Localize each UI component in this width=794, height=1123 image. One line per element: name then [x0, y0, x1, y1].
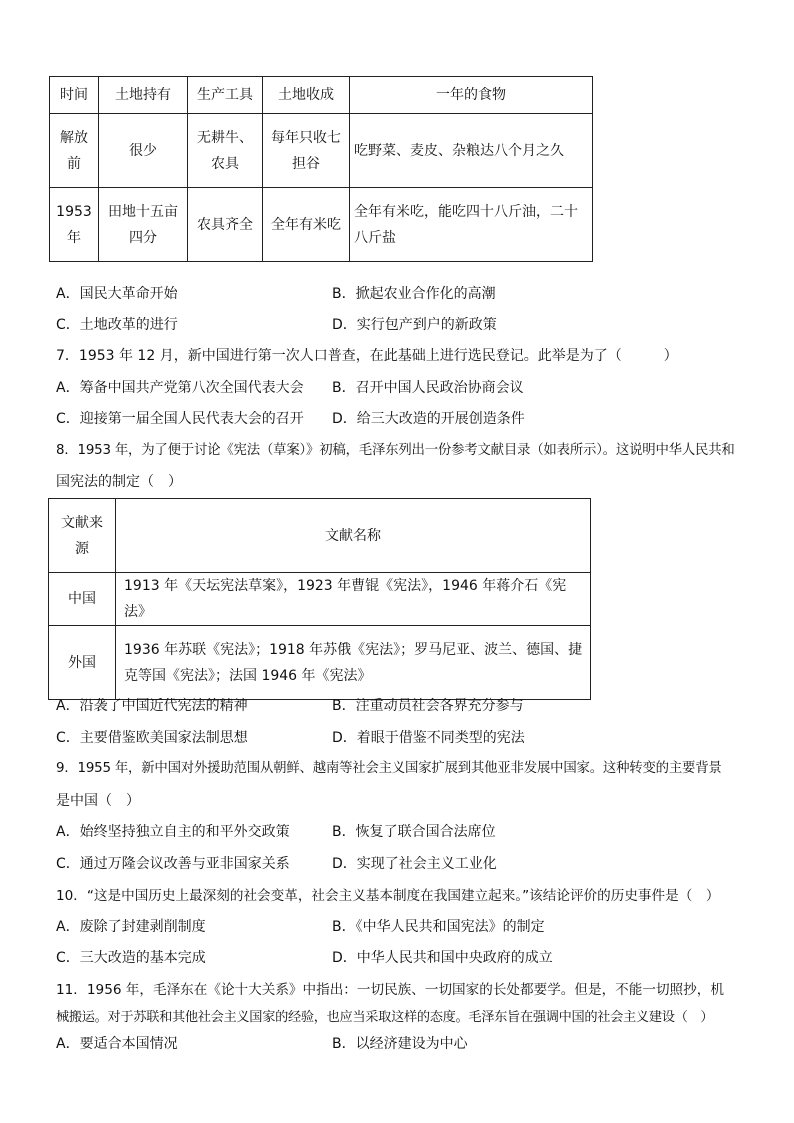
- table-cell: 田地十五亩四分: [99, 188, 188, 262]
- q9-option-b: B．恢复了联合国合法席位: [332, 824, 496, 840]
- table-header-cell: 土地持有: [99, 77, 188, 114]
- q10-option-b: B．《中华人民共和国宪法》的制定: [332, 919, 545, 935]
- q8-option-a: A．沿袭了中国近代宪法的精神: [56, 698, 248, 714]
- q6-option-c: C．土地改革的进行: [56, 317, 178, 333]
- table-row: [50, 114, 593, 188]
- table-header-row: [50, 77, 593, 114]
- table-header-cell: 文献来源: [49, 499, 116, 573]
- q10-option-d: D．中华人民共和国中央政府的成立: [332, 950, 553, 966]
- table-cell: 1913 年《天坛宪法草案》，1923 年曹锟《宪法》，1946 年蒋介石《宪法》: [116, 573, 591, 626]
- table-cell: 很少: [99, 114, 188, 188]
- q11-option-b: B．以经济建设为中心: [332, 1036, 468, 1052]
- q9-option-a: A．始终坚持独立自主的和平外交政策: [56, 824, 290, 840]
- table-cell: 1936 年苏联《宪法》；1918 年苏俄《宪法》；罗马尼亚、波兰、德国、捷克等国《宪法》；法国 1946 年《宪法》: [116, 626, 591, 700]
- q9-stem-line2: 是中国（ ）: [56, 793, 140, 809]
- table-row: [49, 573, 591, 626]
- q7-option-c: C．迎接第一届全国人民代表大会的召开: [56, 411, 304, 427]
- q9-option-d: D．实现了社会主义工业化: [332, 856, 497, 872]
- table-header-cell: 一年的食物: [350, 77, 593, 114]
- table-cell: 全年有米吃，能吃四十八斤油，二十八斤盐: [350, 188, 593, 262]
- q7-option-a: A．筹备中国共产党第八次全国代表大会: [56, 380, 304, 396]
- q10-option-c: C．三大改造的基本完成: [56, 950, 206, 966]
- q6-option-a: A．国民大革命开始: [56, 286, 178, 302]
- table-row: [50, 188, 593, 262]
- q8-option-b: B．注重动员社会各界充分参与: [332, 698, 524, 714]
- q11-stem-line2: 械搬运。对于苏联和其他社会主义国家的经验，也应当采取这样的态度。毛泽东旨在强调中国的社会主义建设（ ）: [56, 1010, 714, 1025]
- q8-option-c: C．主要借鉴欧美国家法制思想: [56, 730, 248, 746]
- q10-option-a: A．废除了封建剥削制度: [56, 919, 206, 935]
- reference-documents-table: [48, 498, 591, 700]
- table-header-cell: 文献名称: [116, 499, 591, 573]
- q9-option-c: C．通过万隆会议改善与亚非国家关系: [56, 856, 290, 872]
- table-cell: 无耕牛、农具: [188, 114, 263, 188]
- q11-stem-line1: 11．1956 年，毛泽东在《论十大关系》中指出：一切民族、一切国家的长处都要学。但是，不能一切照抄，机: [56, 982, 724, 998]
- table-cell: 吃野菜、麦皮、杂粮达八个月之久: [350, 114, 593, 188]
- table-header-cell: 土地收成: [263, 77, 350, 114]
- table-cell: 1953年: [50, 188, 99, 262]
- table-header-cell: 时间: [50, 77, 99, 114]
- table-cell: 解放前: [50, 114, 99, 188]
- q9-stem-line1: 9．1955 年，新中国对外援助范围从朝鲜、越南等社会主义国家扩展到其他亚非发展中国家。这种转变的主要背景: [56, 761, 722, 776]
- table-row: [49, 626, 591, 700]
- q8-stem-line2: 国宪法的制定（ ）: [56, 474, 182, 490]
- q8-option-d: D．着眼于借鉴不同类型的宪法: [332, 730, 525, 746]
- q7-option-b: B．召开中国人民政治协商会议: [332, 380, 524, 396]
- table-header-cell: 生产工具: [188, 77, 263, 114]
- table-cell: 每年只收七担谷: [263, 114, 350, 188]
- q7-option-d: D．给三大改造的开展创造条件: [332, 411, 525, 427]
- q8-stem-line1: 8．1953 年，为了便于讨论《宪法（草案）》初稿，毛泽东列出一份参考文献目录（如表所示）。这说明中华人民共和: [56, 443, 735, 458]
- q6-option-b: B．掀起农业合作化的高潮: [332, 286, 496, 302]
- table-cell: 全年有米吃: [263, 188, 350, 262]
- table-cell: 外国: [49, 626, 116, 700]
- q11-option-a: A．要适合本国情况: [56, 1036, 178, 1052]
- table-header-row: [49, 499, 591, 573]
- table-cell: 中国: [49, 573, 116, 626]
- food-comparison-table: [49, 76, 593, 262]
- table-cell: 农具齐全: [188, 188, 263, 262]
- q10-stem: 10．“这是中国历史上最深刻的社会变革，社会主义基本制度在我国建立起来。”该结论评价的历史事件是（ ）: [56, 888, 720, 904]
- q6-option-d: D．实行包产到户的新政策: [332, 317, 497, 333]
- q7-stem: 7．1953 年 12 月，新中国进行第一次人口普查，在此基础上进行选民登记。此举是为了（ ）: [56, 348, 678, 364]
